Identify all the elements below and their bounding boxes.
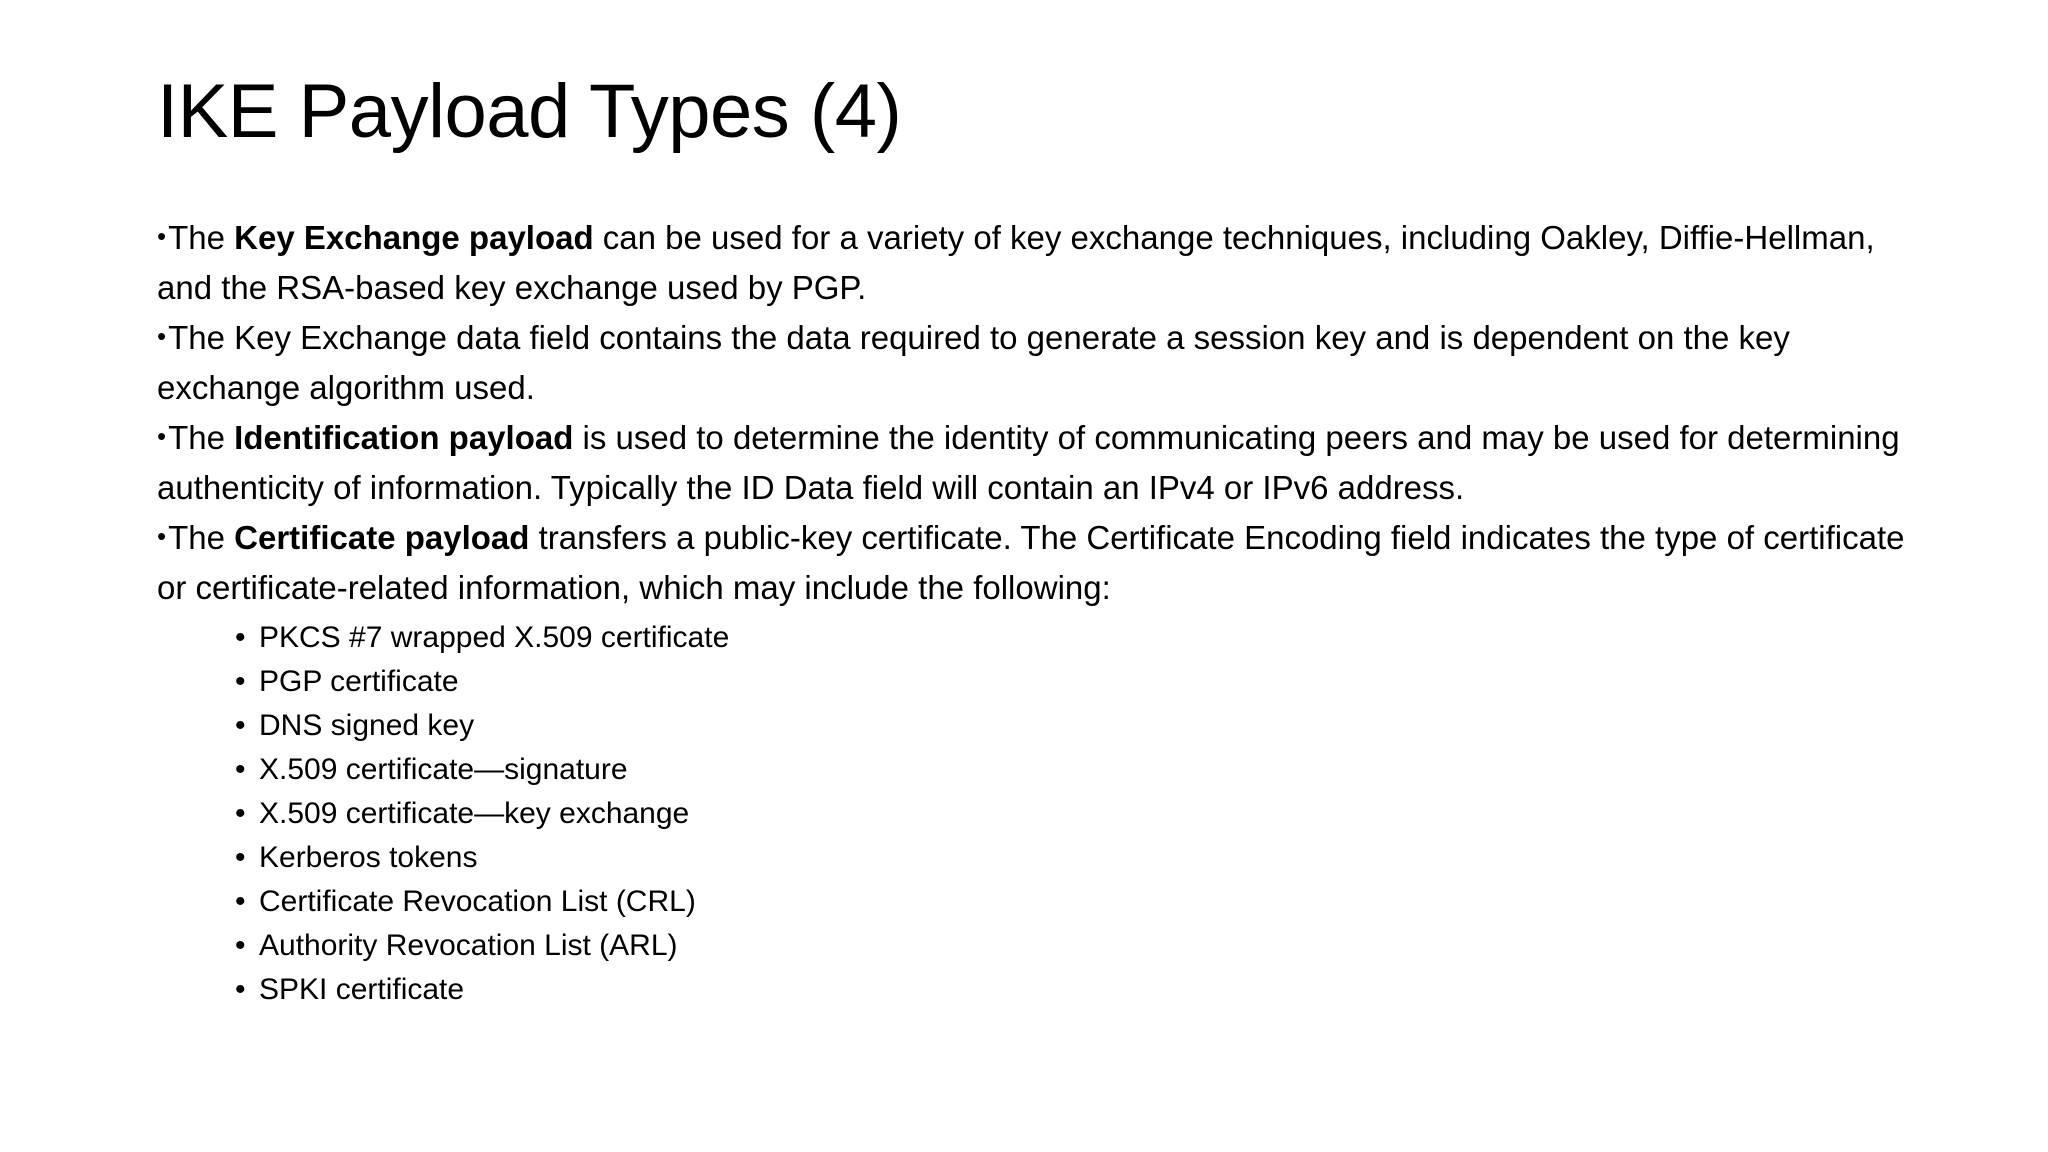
paragraph-text-bold: Key Exchange payload	[234, 219, 594, 256]
certificate-types-list	[157, 616, 1917, 1012]
list-item	[235, 792, 1917, 836]
bullet-marker: •	[157, 221, 167, 251]
slide-body	[157, 212, 1917, 1012]
paragraph-text-post: can be used for a variety of key exchange techniques, including Oakley, Diffie-Hellman, and the RSA-based key exchange used by PGP.	[157, 219, 1875, 306]
list-item-text: Kerberos tokens	[259, 841, 478, 874]
sub-bullet-marker: •	[235, 797, 246, 830]
paragraph-key-exchange-data	[157, 312, 1917, 412]
slide-title: IKE Payload Types (4)	[157, 69, 902, 154]
list-item	[235, 880, 1917, 924]
sub-bullet-marker: •	[235, 621, 246, 654]
list-item	[235, 748, 1917, 792]
paragraph-text-bold: Identification payload	[234, 419, 574, 456]
list-item-text: PGP certificate	[259, 665, 459, 698]
bullet-marker: •	[157, 321, 167, 351]
paragraph-text-pre: The	[168, 519, 235, 556]
list-item-text: Authority Revocation List (ARL)	[259, 929, 678, 962]
paragraph-key-exchange	[157, 212, 1917, 312]
bullet-marker: •	[157, 521, 167, 551]
paragraph-text-pre: The	[168, 419, 235, 456]
paragraph-text-pre: The	[168, 219, 235, 256]
sub-bullet-marker: •	[235, 665, 246, 698]
list-item-text: SPKI certificate	[259, 973, 465, 1006]
paragraph-text-post: is used to determine the identity of communicating peers and may be used for determining authenticity of information. Typically the ID Data field will contain an IPv4 or IPv6 address.	[157, 419, 1900, 506]
paragraph-certificate	[157, 512, 1917, 612]
list-item	[235, 704, 1917, 748]
paragraph-text-post: transfers a public-key certificate. The Certificate Encoding field indicates the type of certificate or certificate-related information, which may include the following:	[157, 519, 1905, 606]
list-item-text: X.509 certificate—key exchange	[259, 797, 690, 830]
list-item	[235, 968, 1917, 1012]
bullet-marker: •	[157, 421, 167, 451]
paragraph-identification	[157, 412, 1917, 512]
list-item-text: PKCS #7 wrapped X.509 certificate	[259, 621, 730, 654]
sub-bullet-marker: •	[235, 885, 246, 918]
sub-bullet-marker: •	[235, 841, 246, 874]
paragraph-text-bold: Certificate payload	[234, 519, 530, 556]
list-item	[235, 924, 1917, 968]
list-item-text: X.509 certificate—signature	[259, 753, 628, 786]
list-item	[235, 616, 1917, 660]
sub-bullet-marker: •	[235, 973, 246, 1006]
sub-bullet-marker: •	[235, 929, 246, 962]
sub-bullet-marker: •	[235, 709, 246, 742]
list-item-text: DNS signed key	[259, 709, 475, 742]
list-item	[235, 836, 1917, 880]
list-item-text: Certificate Revocation List (CRL)	[259, 885, 696, 918]
list-item	[235, 660, 1917, 704]
paragraph-text-pre: The Key Exchange data field contains the data required to generate a session key and is dependent on the key exchange algorithm used.	[157, 319, 1790, 406]
sub-bullet-marker: •	[235, 753, 246, 786]
